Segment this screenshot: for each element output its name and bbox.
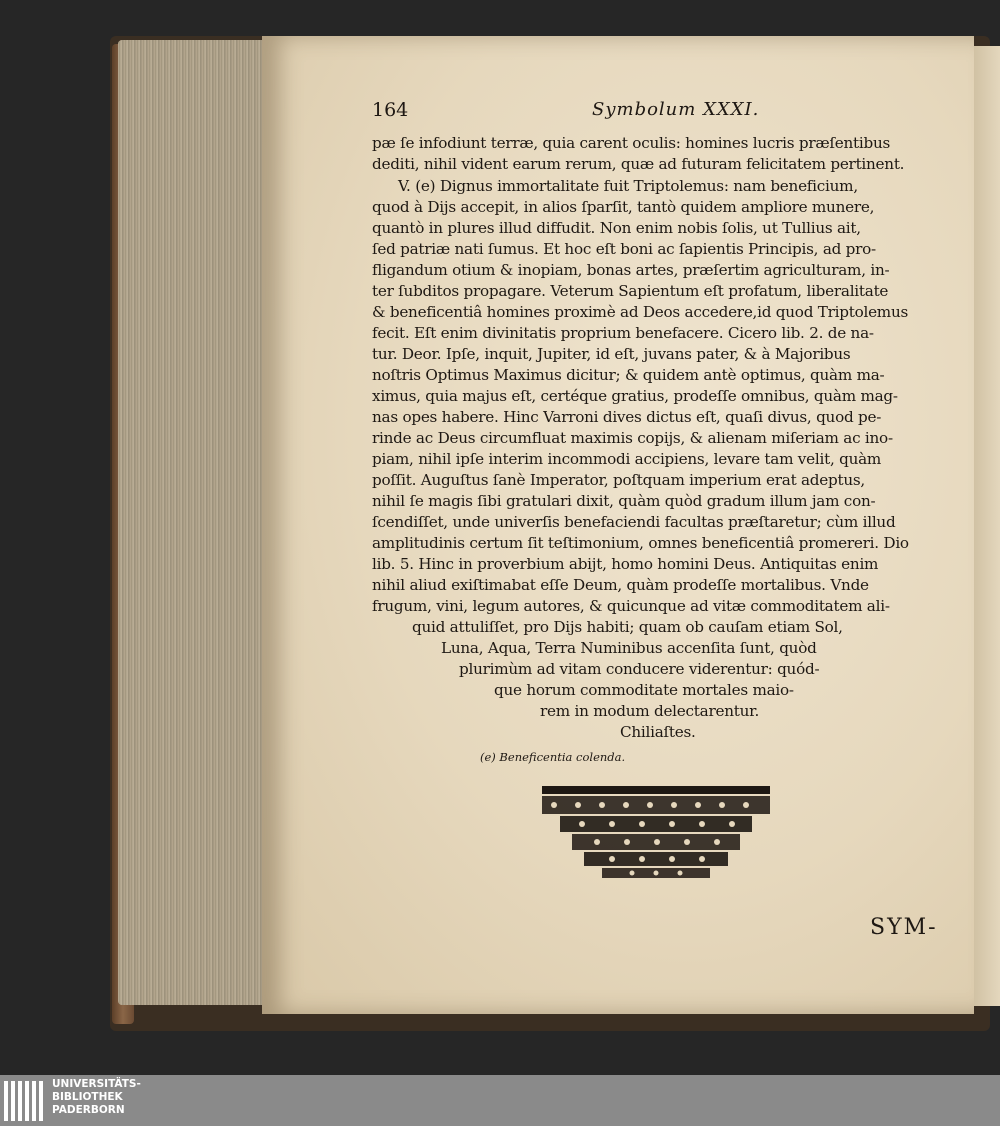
text-line: ter ſubditos propagare. Veterum Sapientum eſt profatum, liberalitate — [372, 282, 889, 300]
library-name — [52, 1078, 141, 1117]
text-line: fecit. Eſt enim divinitatis proprium benefacere. Cicero lib. 2. de na- — [372, 324, 874, 342]
text-line: tur. Deor. Ipſe, inquit, Jupiter, id eſt, juvans pater, & à Majoribus — [372, 345, 851, 363]
text-line: nihil ſe magis ſibi gratulari dixit, quàm quòd gradum illum jam con- — [372, 492, 876, 510]
printer-ornament-icon — [542, 786, 770, 880]
text-line: quid attuliſſet, pro Dijs habiti; quam ob cauſam etiam Sol, — [412, 618, 843, 636]
text-line: amplitudinis certum ſit teſtimonium, omnes beneficentiâ promereri. Dio — [372, 534, 909, 552]
text-line: poſſit. Auguſtus ſanè Imperator, poſtquam imperium erat adeptus, — [372, 471, 865, 489]
text-line: & beneficentiâ homines proximè ad Deos accedere,id quod Triptolemus — [372, 303, 909, 321]
library-footer — [0, 1075, 1000, 1126]
text-line: plurimùm ad vitam conducere viderentur: quód- — [459, 660, 820, 678]
text-line: frugum, vini, legum autores, & quicunque ad vitæ commoditatem ali- — [372, 597, 890, 615]
text-line: pæ ſe infodiunt terræ, quia carent oculis: homines lucris præſentibus — [372, 134, 891, 152]
text-line: rinde ac Deus circumfluat maximis copijs, & alienam miſeriam ac ino- — [372, 429, 893, 447]
footnote: (e) Beneficentia colenda. — [480, 750, 626, 764]
text-line: noſtris Optimus Maximus dicitur; & quidem antè optimus, quàm ma- — [372, 366, 885, 384]
text-line: quod à Dijs accepit, in alios ſparſit, tantò quidem ampliore munere, — [372, 198, 875, 216]
text-line: ſcendiſſet, unde univerſis benefaciendi facultas præſtaretur; cùm illud — [372, 513, 896, 531]
page-edges — [118, 40, 278, 1005]
text-line: ximus, quia majus eſt, certéque gratius, prodeſſe omnibus, quàm mag- — [372, 387, 898, 405]
library-name-line: PADERBORN — [52, 1104, 125, 1116]
text-line: dediti, nihil vident earum rerum, quæ ad futuram felicitatem pertinent. — [372, 155, 905, 173]
library-logo-icon — [4, 1079, 46, 1123]
text-line: lib. 5. Hinc in proverbium abijt, homo homini Deus. Antiquitas enim — [372, 555, 879, 573]
text-line: fligandum otium & inopiam, bonas artes, præſertim agriculturam, in- — [372, 261, 890, 279]
page-number: 164 — [372, 99, 409, 121]
text-line: V. (e) Dignus immortalitate fuit Triptolemus: nam beneficium, — [398, 177, 858, 195]
text-line: que horum commoditate mortales maio- — [494, 681, 794, 699]
text-line: nas opes habere. Hinc Varroni dives dictus eſt, quaſi divus, quod pe- — [372, 408, 882, 426]
text-line: rem in modum delectarentur. — [540, 702, 760, 720]
running-head: Symbolum XXXI. — [592, 99, 760, 120]
text-line: piam, nihil ipſe interim incommodi accipiens, levare tam velit, quàm — [372, 450, 882, 468]
library-name-line: BIBLIOTHEK — [52, 1091, 123, 1103]
facing-page-edge — [972, 46, 1000, 1006]
text-line: nihil aliud exiſtimabat eſſe Deum, quàm prodeſſe mortalibus. Vnde — [372, 576, 869, 594]
text-line: Chiliaſtes. — [620, 723, 696, 741]
library-name-line: UNIVERSITÄTS- — [52, 1078, 141, 1090]
text-line: Luna, Aqua, Terra Numinibus accenſita ſunt, quòd — [441, 639, 817, 657]
text-line: quantò in plures illud diffudit. Non enim nobis ſolis, ut Tullius ait, — [372, 219, 861, 237]
text-line: ſed patriæ nati ſumus. Et hoc eſt boni ac ſapientis Principis, ad pro- — [372, 240, 876, 258]
catchword: SYM- — [870, 915, 938, 940]
